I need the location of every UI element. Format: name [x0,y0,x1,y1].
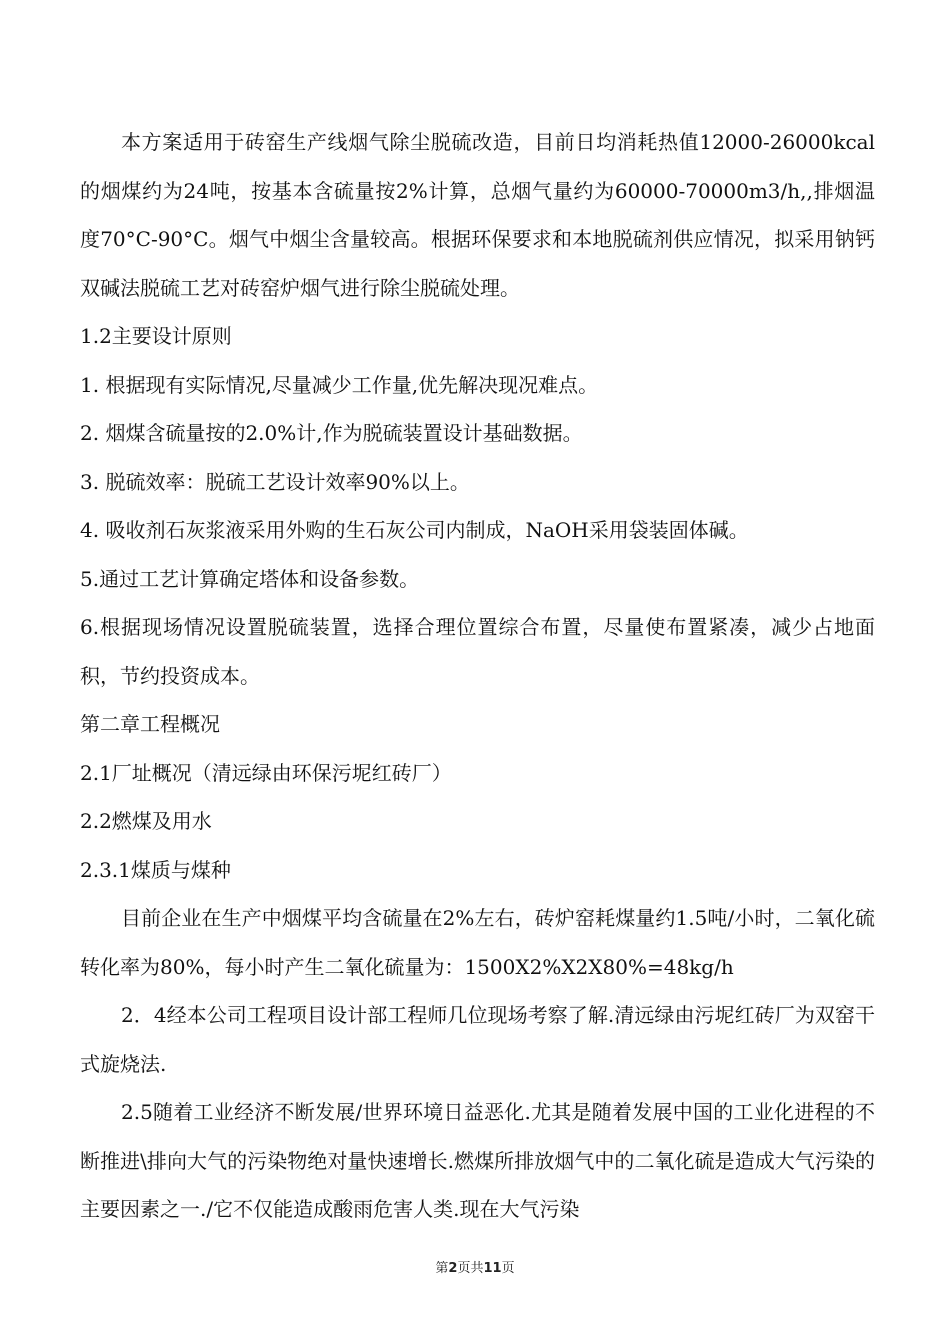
footer-prefix: 第 [435,1261,449,1276]
section-2-5-paragraph: 2.5随着工业经济不断发展/世界环境日益恶化.尤其是随着发展中国的工业化进程的不断推进\排向大气的污染物绝对量快速增长.燃煤所排放烟气中的二氧化硫是造成大气污染的主要因素之一./它不仅能造成酸雨危害人类.现在大气污染 [80,1100,875,1221]
coal-quality-paragraph: 目前企业在生产中烟煤平均含硫量在2%左右，砖炉窑耗煤量约1.5吨/小时，二氧化硫转化率为80%，每小时产生二氧化硫量为：1500X2%X2X80%=48kg/h [80,906,875,979]
page-footer [0,1257,950,1276]
principle-item-1: 1. 根据现有实际情况,尽量减少工作量,优先解决现况难点。 [80,372,599,397]
footer-suffix: 页 [501,1261,515,1276]
footer-page-number: 2 [448,1261,458,1276]
section-heading-2-1: 2.1厂址概况（清远绿由环保污坭红砖厂） [80,760,452,785]
intro-paragraph: 本方案适用于砖窑生产线烟气除尘脱硫改造，目前日均消耗热值12000-26000kcal的烟煤约为24吨，按基本含硫量按2%计算，总烟气量约为60000-70000m3/h,,排烟温度70°C-90°C。烟气中烟尘含量较高。根据环保要求和本地脱硫剂供应情况，拟采用钠钙双碱法脱硫工艺对砖窑炉烟气进行除尘脱硫处理。 [80,130,875,300]
principle-item-3: 3. 脱硫效率：脱硫工艺设计效率90%以上。 [80,469,470,494]
principle-item-4: 4. 吸收剂石灰浆液采用外购的生石灰公司内制成，NaOH采用袋装固体碱。 [80,518,749,542]
document-body [80,118,875,1234]
section-heading-2-2: 2.2燃煤及用水 [80,809,212,833]
chapter-heading-2: 第二章工程概况 [80,712,220,736]
principle-item-6: 6.根据现场情况设置脱硫装置，选择合理位置综合布置，尽量使布置紧凑，减少占地面积，节约投资成本。 [80,615,875,688]
section-heading-1-2: 1.2主要设计原则 [80,324,232,348]
footer-middle: 页共 [457,1261,484,1276]
principle-item-5: 5.通过工艺计算确定塔体和设备参数。 [80,566,420,591]
footer-total-pages: 11 [483,1261,502,1276]
section-2-4-paragraph: 2．4经本公司工程项目设计部工程师几位现场考察了解.清远绿由污坭红砖厂为双窑干式旋烧法. [80,1003,875,1076]
section-heading-2-3-1: 2.3.1煤质与煤种 [80,857,231,882]
principle-item-2: 2. 烟煤含硫量按的2.0%计,作为脱硫装置设计基础数据。 [80,421,583,445]
